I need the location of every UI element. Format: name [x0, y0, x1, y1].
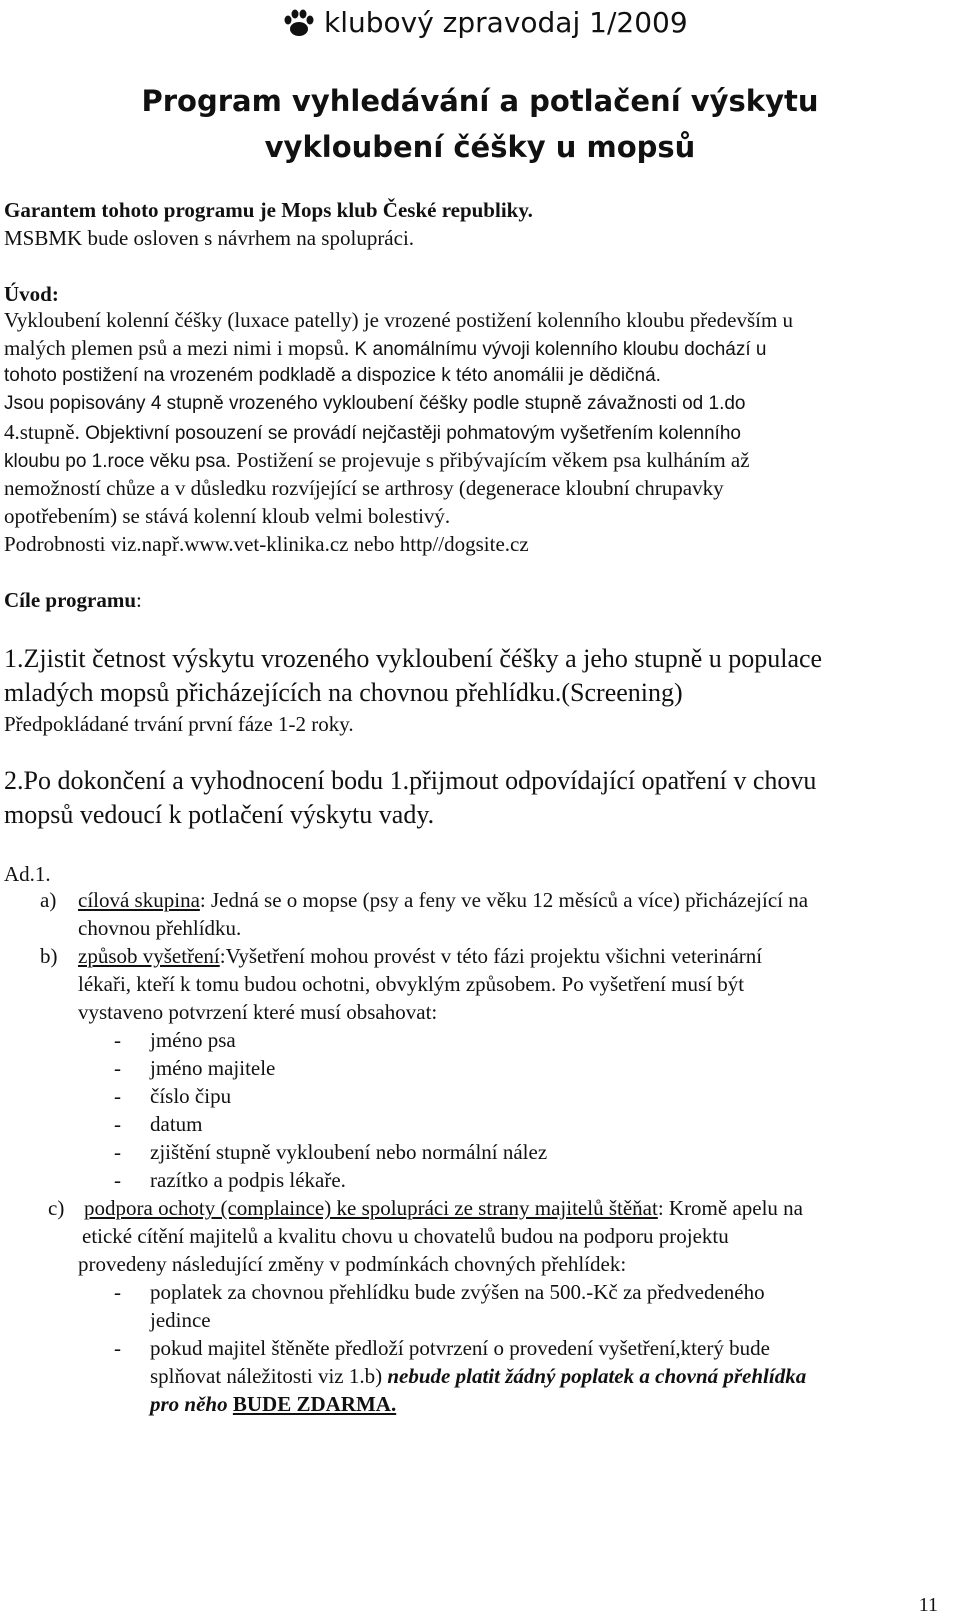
list-item: jméno majitele — [150, 1056, 276, 1080]
fee-line: poplatek za chovnou přehlídku bude zvýšen na 500.-Kč za předvedeného — [150, 1280, 765, 1304]
header-text: klubový zpravodaj 1/2009 — [324, 6, 688, 39]
intro-line: 4.stupně. Objektivní posouzení se provádí nejčastěji pohmatovým vyšetřením kolenního — [4, 420, 741, 444]
intro-line: malých plemen psů a mezi nimi i mopsů. K anomálnímu vývoji kolenního kloubu dochází u — [4, 336, 767, 360]
list-dash: - — [114, 1336, 121, 1360]
list-dash: - — [114, 1168, 121, 1192]
list-dash: - — [114, 1028, 121, 1052]
item-a-text: chovnou přehlídku. — [78, 916, 242, 940]
item-a-marker: a) — [40, 888, 57, 912]
list-item: zjištění stupně vykloubení nebo normální nález — [150, 1140, 548, 1164]
item-b-marker: b) — [40, 944, 58, 968]
page-title-line1: Program vyhledávání a potlačení výskytu — [141, 84, 819, 118]
guarantee-text: Garantem tohoto programu je Mops klub České republiky. — [4, 198, 533, 222]
page-title-line2: vykloubení čéšky u mopsů — [264, 130, 696, 164]
ad1-heading: Ad.1. — [4, 862, 51, 886]
item-b-text: způsob vyšetření:Vyšetření mohou provést v této fázi projektu všichni veterinární — [78, 944, 763, 968]
intro-reference: Podrobnosti viz.např.www.vet-klinika.cz nebo http//dogsite.cz — [4, 532, 529, 556]
list-item: jméno psa — [150, 1028, 236, 1052]
goal-1-line2: mladých mopsů přicházejících na chovnou přehlídku.(Screening) — [4, 678, 683, 707]
fee-line: jedince — [150, 1308, 211, 1332]
list-item: datum — [150, 1112, 203, 1136]
intro-line: Vykloubení kolenní čéšky (luxace patelly) je vrozené postižení kolenního kloubu především u — [4, 308, 794, 332]
intro-heading: Úvod: — [4, 282, 59, 306]
item-c-text: podpora ochoty (complaince) ke spolupráci ze strany majitelů štěňat: Kromě apelu na — [84, 1196, 804, 1220]
item-c-marker: c) — [48, 1196, 65, 1220]
list-dash: - — [114, 1112, 121, 1136]
free-line: pokud majitel štěněte předloží potvrzení o provedení vyšetření,který bude — [150, 1336, 770, 1360]
item-b-text: lékaři, kteří k tomu budou ochotni, obvyklým způsobem. Po vyšetření musí být — [78, 972, 745, 996]
intro-line: opotřebením) se stává kolenní kloub velmi bolestivý. — [4, 504, 451, 528]
goal-1-duration: Předpokládané trvání první fáze 1-2 roky. — [4, 712, 354, 736]
intro-line: kloubu po 1.roce věku psa. Postižení se projevuje s přibývajícím věkem psa kulháním až — [4, 448, 750, 472]
intro-line: Jsou popisovány 4 stupně vrozeného vykloubení čéšky podle stupně závažnosti od 1.do — [4, 393, 746, 414]
goal-1-line1: 1.Zjistit četnost výskytu vrozeného vykloubení čéšky a jeho stupně u populace — [4, 644, 823, 673]
paw-icon — [282, 8, 316, 38]
goals-heading: Cíle programu: — [4, 588, 142, 612]
intro-line: nemožností chůze a v důsledku rozvíjející se arthrosy (degenerace kloubní chrupavky — [4, 476, 724, 500]
goal-2-line2: mopsů vedoucí k potlačení výskytu vady. — [4, 800, 435, 829]
item-b-text: vystaveno potvrzení které musí obsahovat: — [78, 1000, 438, 1024]
page-number: 11 — [918, 1594, 938, 1616]
list-dash: - — [114, 1140, 121, 1164]
free-line: pro něho BUDE ZDARMA. — [150, 1392, 397, 1416]
item-c-text: provedeny následující změny v podmínkách chovných přehlídek: — [78, 1252, 627, 1276]
item-c-text: etické cítění majitelů a kvalitu chovu u chovatelů budou na podporu projektu — [82, 1224, 729, 1248]
list-item: razítko a podpis lékaře. — [150, 1168, 346, 1192]
list-dash: - — [114, 1056, 121, 1080]
list-dash: - — [114, 1084, 121, 1108]
free-line: splňovat náležitosti viz 1.b) nebude platit žádný poplatek a chovná přehlídka — [150, 1364, 807, 1388]
list-dash: - — [114, 1280, 121, 1304]
goal-2-line1: 2.Po dokončení a vyhodnocení bodu 1.přijmout odpovídající opatření v chovu — [4, 766, 817, 795]
newsletter-header — [282, 6, 688, 39]
list-item: číslo čipu — [150, 1084, 232, 1108]
intro-line: tohoto postižení na vrozeném podkladě a dispozice k této anomálii je dědičná. — [4, 365, 661, 386]
item-a-text: cílová skupina: Jedná se o mopse (psy a feny ve věku 12 měsíců a více) přicházející na — [78, 888, 809, 912]
msbmk-text: MSBMK bude osloven s návrhem na spolupráci. — [4, 226, 415, 250]
